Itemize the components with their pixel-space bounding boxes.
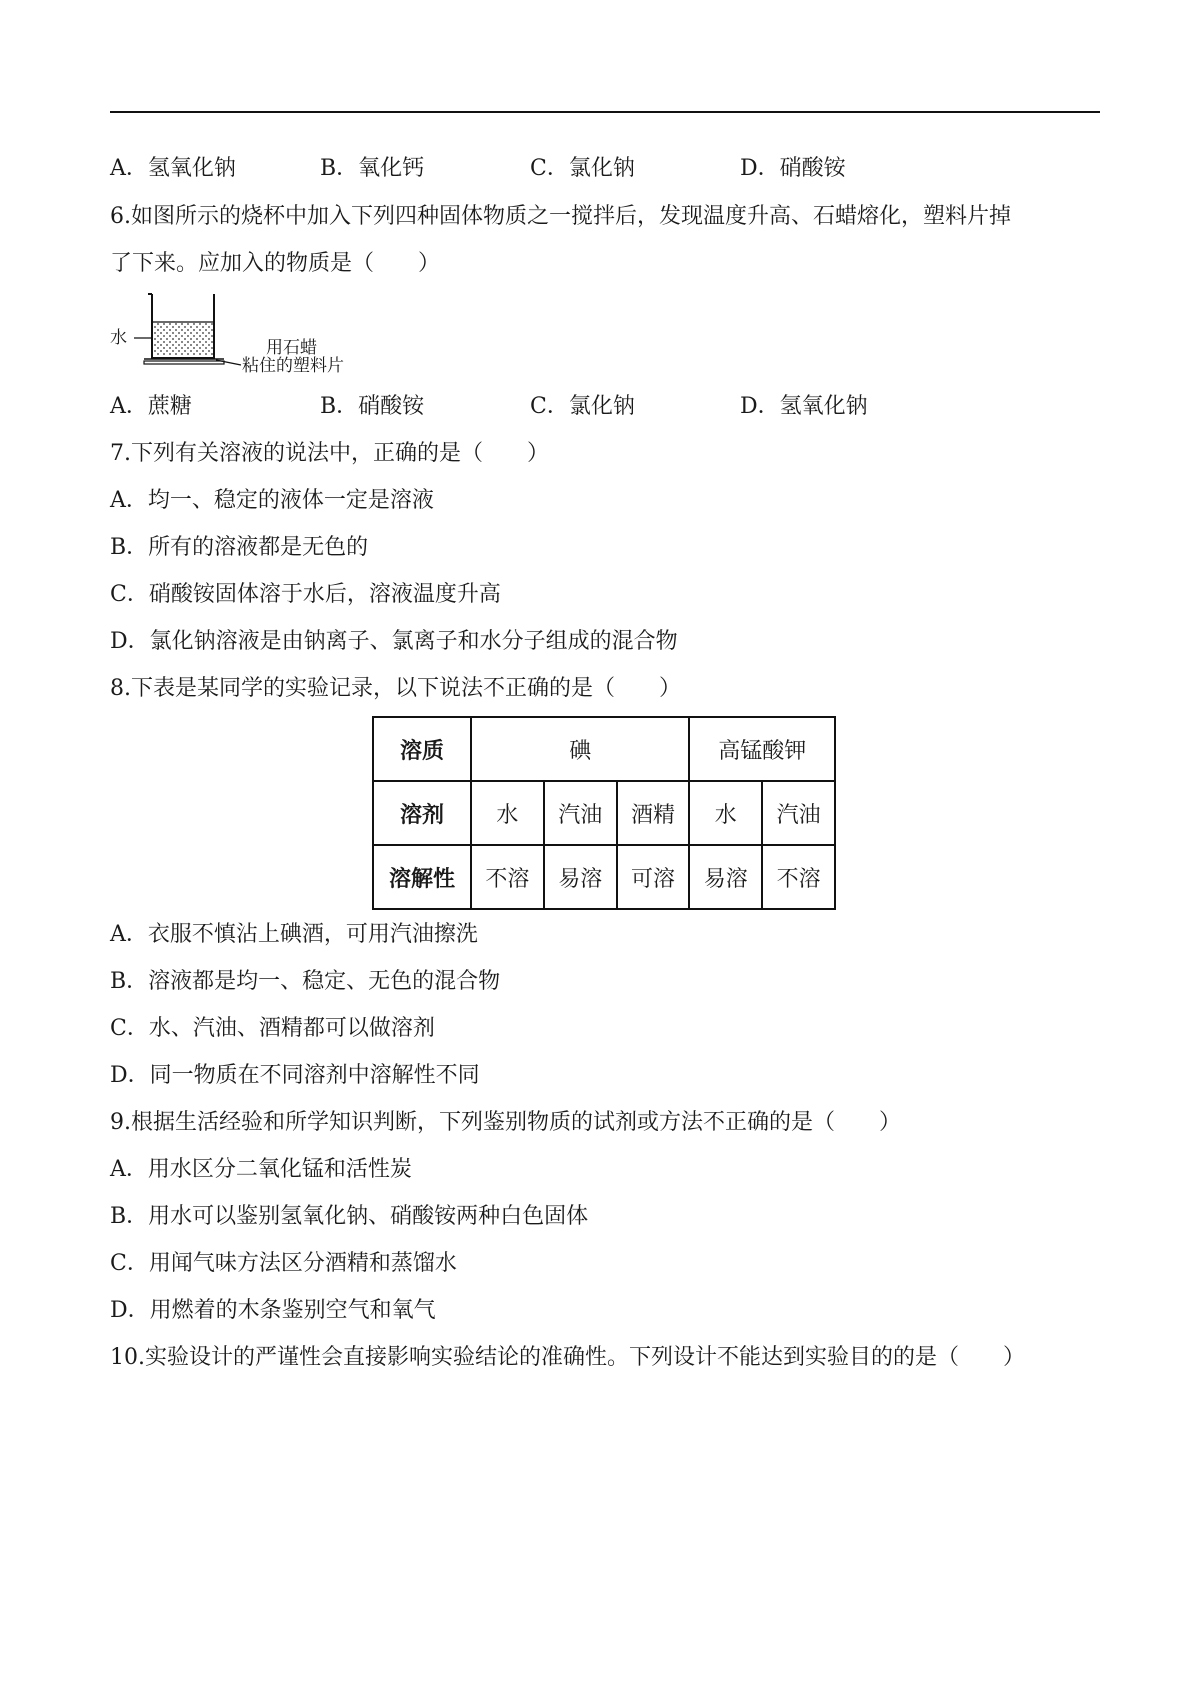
q6-option-a[interactable]: A．蔗糖	[110, 394, 192, 419]
table-cell: 酒精	[617, 781, 690, 845]
q6-option-b[interactable]: B．硝酸铵	[320, 394, 425, 419]
cell-kmno4: 高锰酸钾	[689, 717, 835, 781]
q9-option-d[interactable]: D．用燃着的木条鉴别空气和氧气	[110, 1298, 436, 1323]
q7-option-c[interactable]: C．硝酸铵固体溶于水后，溶液温度升高	[110, 582, 501, 607]
header-rule	[110, 111, 1100, 113]
q6-option-c[interactable]: C．氯化钠	[530, 394, 635, 419]
q5-option-a[interactable]: A．氢氧化钠	[110, 156, 236, 181]
q5-option-d[interactable]: D．硝酸铵	[740, 156, 846, 181]
q6-stem-line2: 了下来。应加入的物质是（ ）	[110, 251, 441, 276]
q6-option-d[interactable]: D．氢氧化钠	[740, 394, 868, 419]
q9-option-b[interactable]: B．用水可以鉴别氢氧化钠、硝酸铵两种白色固体	[110, 1204, 589, 1229]
table-cell: 不溶	[471, 845, 544, 909]
q9-option-a[interactable]: A．用水区分二氧化锰和活性炭	[110, 1157, 412, 1182]
beaker-figure	[108, 292, 368, 382]
header-solute: 溶质	[373, 717, 471, 781]
q8-option-a[interactable]: A．衣服不慎沾上碘酒，可用汽油擦洗	[110, 922, 478, 947]
q5-option-b[interactable]: B．氧化钙	[320, 156, 425, 181]
table-cell: 汽油	[762, 781, 835, 845]
q5-option-c[interactable]: C．氯化钠	[530, 156, 635, 181]
header-solubility: 溶解性	[373, 845, 471, 909]
q8-option-d[interactable]: D．同一物质在不同溶剂中溶解性不同	[110, 1063, 480, 1088]
water-label: 水	[110, 328, 127, 348]
experiment-record-table	[372, 716, 836, 910]
header-solvent: 溶剂	[373, 781, 471, 845]
q7-option-b[interactable]: B．所有的溶液都是无色的	[110, 535, 369, 560]
table-cell: 水	[689, 781, 762, 845]
q8-option-c[interactable]: C．水、汽油、酒精都可以做溶剂	[110, 1016, 435, 1041]
table-cell: 易溶	[544, 845, 617, 909]
plate-label: 粘住的塑料片	[242, 356, 344, 376]
q7-stem: 7.下列有关溶液的说法中，正确的是（ ）	[110, 441, 549, 466]
table-row-solubility	[373, 845, 835, 909]
table-cell: 不溶	[762, 845, 835, 909]
table-row-solute	[373, 717, 835, 781]
q6-stem-line1: 6.如图所示的烧杯中加入下列四种固体物质之一搅拌后，发现温度升高、石蜡熔化，塑料片掉	[110, 204, 1011, 229]
table-cell: 汽油	[544, 781, 617, 845]
wax-label: 用石蜡	[266, 338, 317, 358]
cell-iodine: 碘	[471, 717, 689, 781]
table-cell: 水	[471, 781, 544, 845]
table-cell: 可溶	[617, 845, 690, 909]
q7-option-d[interactable]: D．氯化钠溶液是由钠离子、氯离子和水分子组成的混合物	[110, 629, 678, 654]
water-fill	[153, 322, 213, 356]
q9-stem: 9.根据生活经验和所学知识判断，下列鉴别物质的试剂或方法不正确的是（ ）	[110, 1110, 901, 1135]
q8-option-b[interactable]: B．溶液都是均一、稳定、无色的混合物	[110, 969, 501, 994]
table-cell: 易溶	[689, 845, 762, 909]
plastic-plate	[144, 361, 224, 364]
q8-stem: 8.下表是某同学的实验记录，以下说法不正确的是（ ）	[110, 676, 681, 701]
q9-option-c[interactable]: C．用闻气味方法区分酒精和蒸馏水	[110, 1251, 457, 1276]
table-row-solvent	[373, 781, 835, 845]
q7-option-a[interactable]: A．均一、稳定的液体一定是溶液	[110, 488, 434, 513]
q10-stem: 10.实验设计的严谨性会直接影响实验结论的准确性。下列设计不能达到实验目的的是（ ）	[110, 1345, 1025, 1370]
